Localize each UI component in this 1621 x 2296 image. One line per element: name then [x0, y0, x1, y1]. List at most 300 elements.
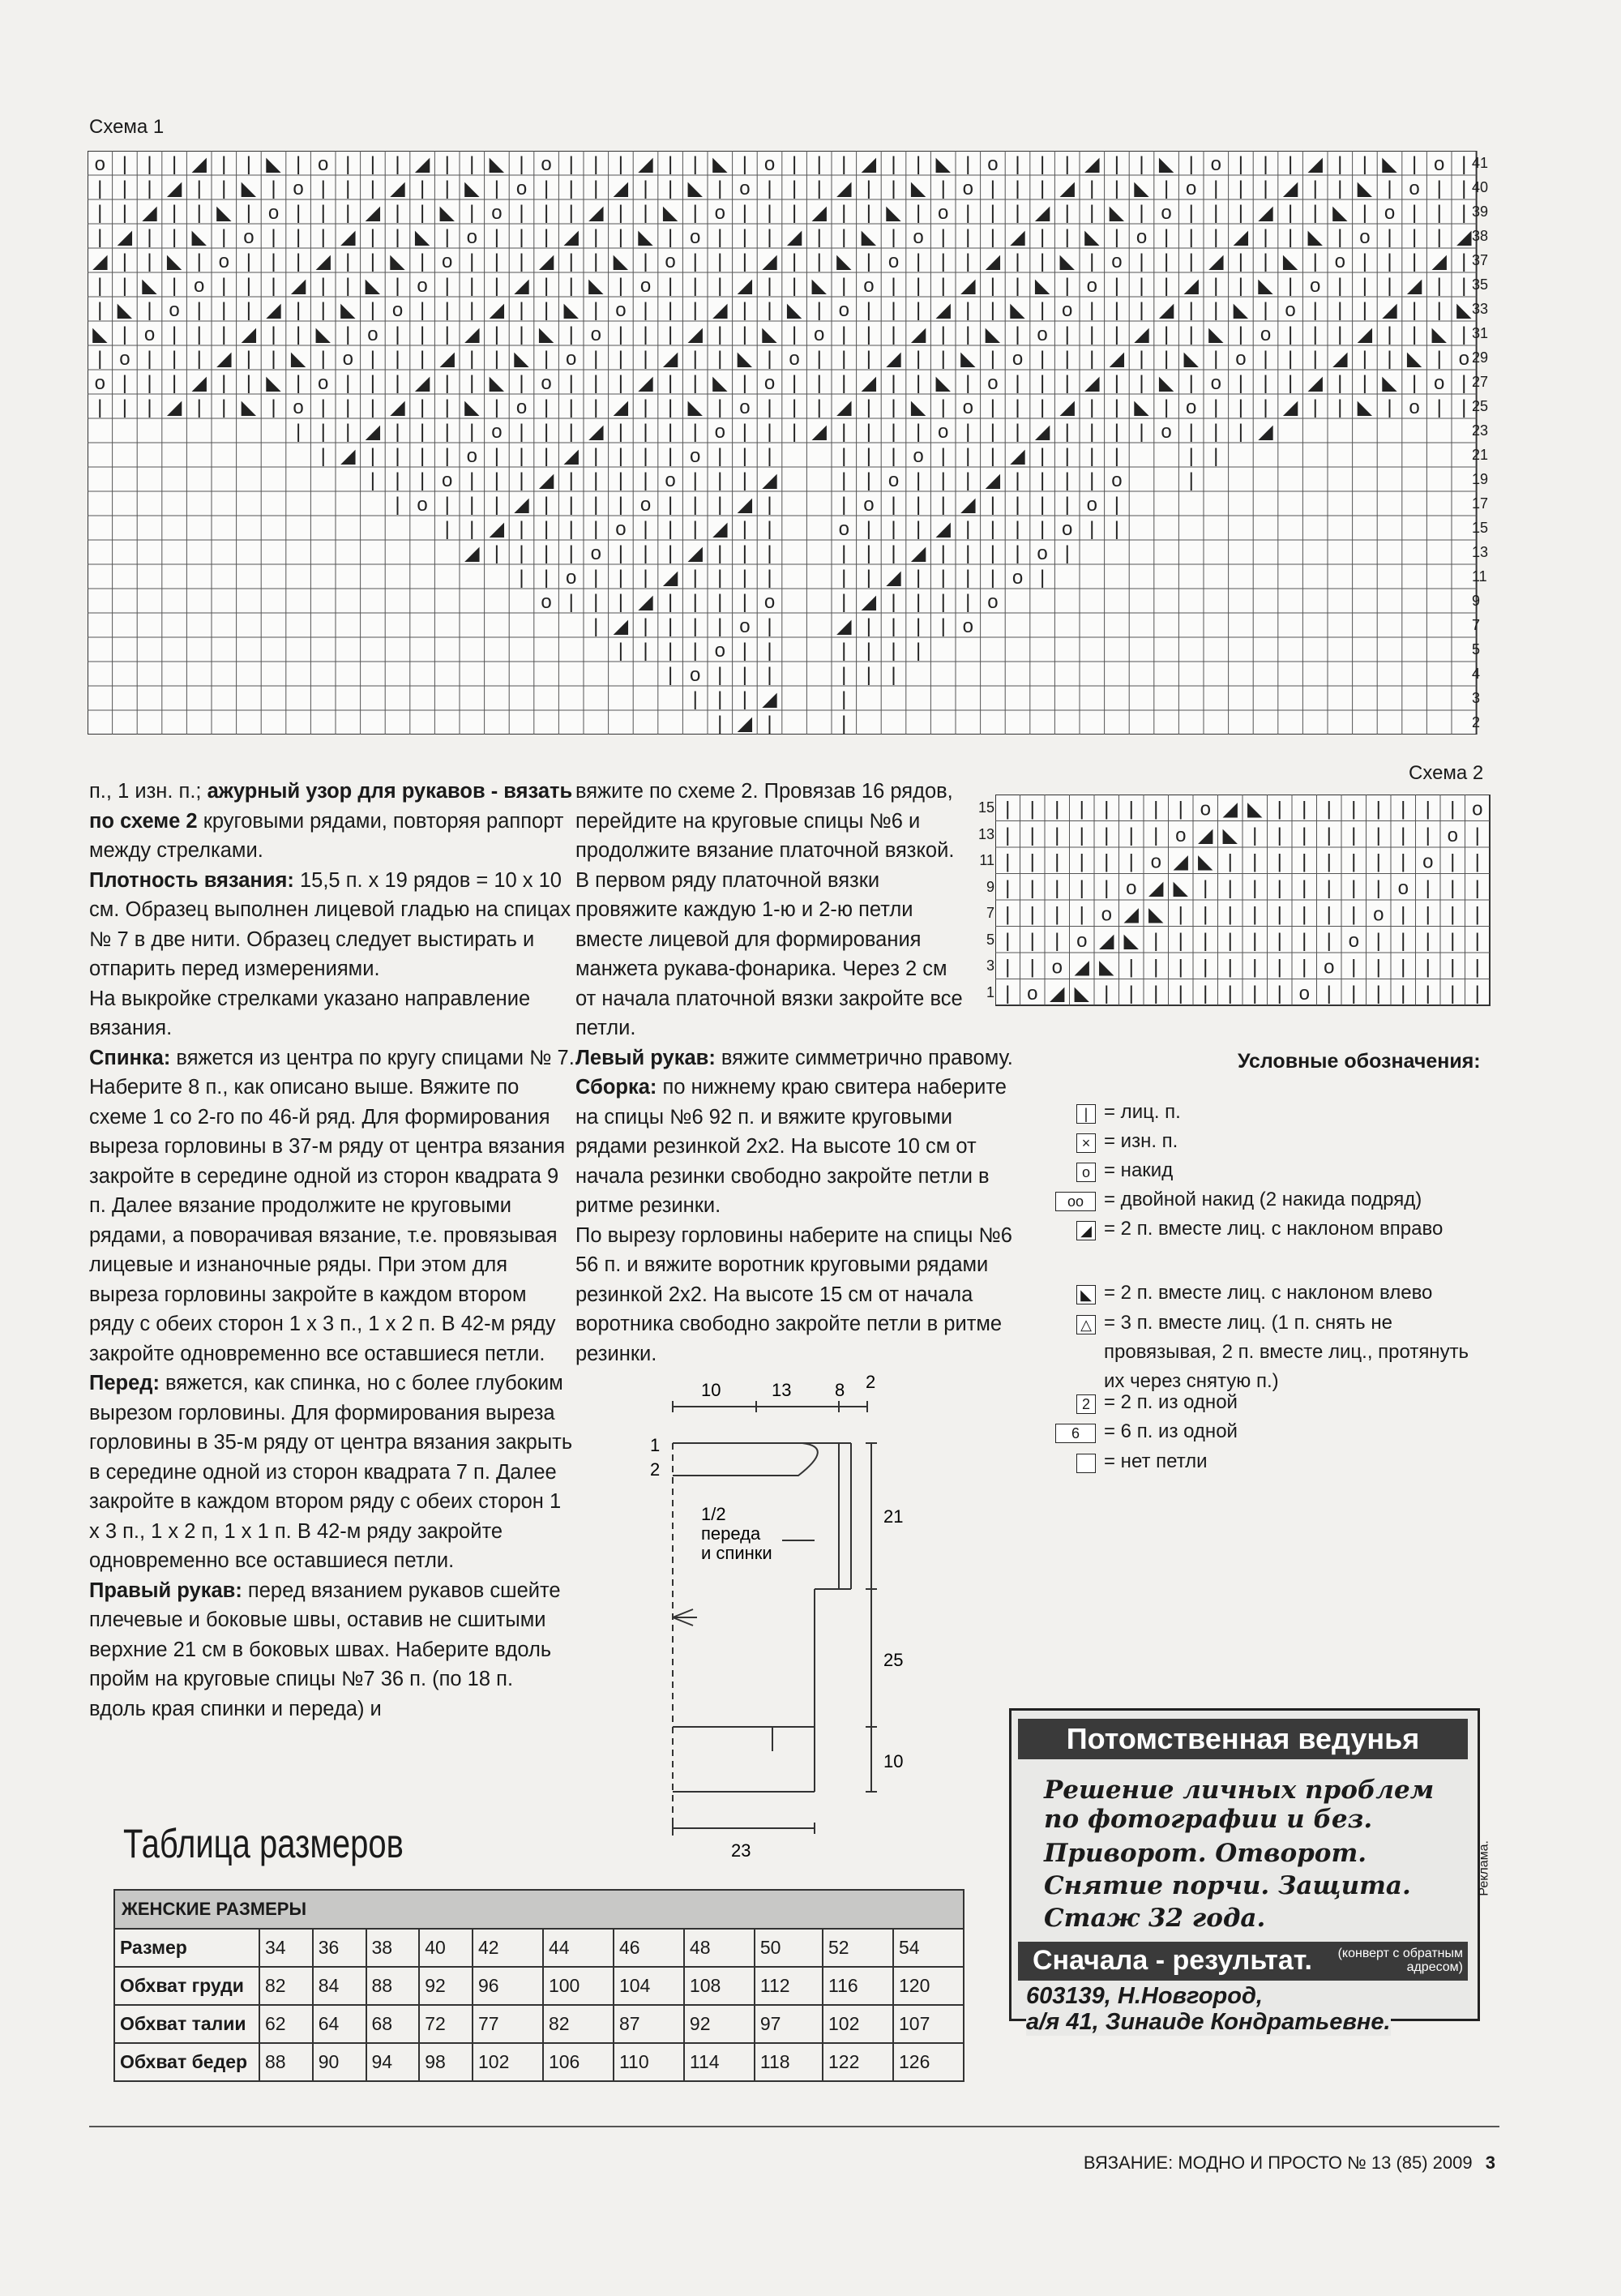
svg-text:|: |: [1128, 850, 1134, 873]
svg-text:|: |: [593, 494, 599, 516]
svg-text:|: |: [643, 445, 648, 467]
svg-text:|: |: [543, 226, 550, 248]
svg-text:|: |: [1015, 153, 1020, 175]
svg-text:|: |: [1474, 876, 1480, 899]
svg-text:|: |: [469, 494, 475, 516]
svg-text:|: |: [395, 421, 400, 443]
svg-text:|: |: [395, 323, 400, 345]
svg-text:|: |: [469, 251, 475, 272]
svg-text:|: |: [618, 323, 624, 345]
svg-text:|: |: [742, 421, 748, 443]
legend-item: [1076, 1282, 1498, 1308]
svg-text:|: |: [717, 688, 723, 710]
svg-text:o: o: [1062, 518, 1073, 540]
svg-text:|: |: [1064, 372, 1070, 394]
svg-text:◣: ◣: [1357, 178, 1373, 199]
svg-text:o: o: [1150, 850, 1161, 873]
svg-text:|: |: [246, 299, 252, 321]
svg-text:◣: ◣: [712, 372, 728, 394]
svg-text:|: |: [990, 348, 996, 370]
svg-text:◣: ◣: [1074, 982, 1089, 1004]
svg-text:|: |: [122, 251, 128, 272]
svg-text:◣: ◣: [687, 396, 703, 418]
svg-text:|: |: [469, 372, 475, 394]
sizes-title: Таблица размеров: [123, 1821, 404, 1866]
svg-text:|: |: [543, 421, 550, 443]
svg-text:|: |: [667, 299, 674, 321]
svg-text:◣: ◣: [613, 251, 629, 272]
svg-text:|: |: [171, 372, 177, 394]
svg-text:|: |: [122, 396, 128, 418]
svg-text:|: |: [320, 299, 326, 321]
svg-text:◢: ◢: [836, 615, 852, 637]
svg-text:|: |: [97, 226, 103, 248]
table-cell: 40: [419, 1929, 473, 1967]
svg-text:|: |: [667, 153, 674, 175]
svg-text:|: |: [519, 299, 524, 321]
svg-text:o: o: [541, 591, 552, 613]
svg-text:◢: ◢: [290, 275, 306, 297]
legend-symbol-icon: ×: [1076, 1133, 1096, 1153]
svg-text:|: |: [370, 348, 376, 370]
schema-1-label: Схема 1: [89, 116, 165, 138]
svg-text:◣: ◣: [1208, 323, 1224, 345]
svg-text:|: |: [171, 153, 177, 175]
svg-text:◣: ◣: [1173, 876, 1188, 899]
svg-text:|: |: [1263, 372, 1268, 394]
svg-text:|: |: [395, 202, 400, 224]
table-cell: Обхват груди: [114, 1967, 259, 2005]
pattern-dim-top-3: 8: [835, 1380, 845, 1400]
svg-text:◣: ◣: [315, 323, 331, 345]
svg-text:|: |: [494, 251, 500, 272]
svg-text:|: |: [866, 299, 872, 321]
svg-text:|: |: [395, 494, 400, 516]
svg-text:|: |: [1015, 421, 1020, 443]
svg-text:|: |: [1387, 323, 1392, 345]
svg-text:|: |: [1425, 824, 1431, 846]
svg-text:|: |: [1005, 876, 1011, 899]
svg-text:◣: ◣: [861, 226, 877, 248]
svg-text:|: |: [1401, 798, 1406, 820]
svg-text:◢: ◢: [514, 494, 529, 516]
svg-text:|: |: [841, 688, 847, 710]
svg-text:o: o: [763, 153, 776, 175]
svg-text:◣: ◣: [241, 178, 257, 199]
svg-text:|: |: [419, 421, 426, 443]
svg-text:|: |: [444, 494, 450, 516]
svg-text:|: |: [965, 469, 971, 491]
svg-text:o: o: [1086, 275, 1097, 297]
svg-text:|: |: [1351, 982, 1357, 1004]
row-number: 35: [1472, 276, 1489, 293]
svg-text:|: |: [915, 640, 922, 662]
svg-text:o: o: [714, 202, 725, 224]
svg-text:o: o: [342, 348, 353, 370]
svg-text:|: |: [1114, 518, 1120, 540]
svg-text:|: |: [1079, 824, 1084, 846]
svg-text:|: |: [469, 202, 475, 224]
table-cell: 50: [755, 1929, 823, 1967]
svg-text:|: |: [1104, 982, 1110, 1004]
svg-text:|: |: [568, 542, 574, 564]
svg-text:◣: ◣: [1382, 372, 1397, 394]
svg-text:|: |: [345, 421, 351, 443]
svg-text:|: |: [1375, 824, 1381, 846]
table-cell: 44: [543, 1929, 614, 1967]
svg-text:|: |: [1064, 153, 1070, 175]
svg-text:◣: ◣: [538, 323, 554, 345]
svg-text:|: |: [667, 640, 674, 662]
svg-text:|: |: [519, 153, 524, 175]
svg-text:|: |: [816, 251, 822, 272]
svg-text:|: |: [1450, 929, 1456, 952]
svg-text:◣: ◣: [489, 153, 505, 175]
svg-text:|: |: [122, 323, 128, 345]
svg-text:◢: ◢: [687, 542, 703, 564]
svg-text:|: |: [692, 251, 698, 272]
svg-text:|: |: [767, 567, 772, 589]
table-cell: 126: [893, 2043, 964, 2081]
svg-text:|: |: [667, 518, 674, 540]
svg-text:o: o: [293, 178, 304, 199]
svg-text:|: |: [1436, 299, 1442, 321]
table-cell: 118: [755, 2043, 823, 2081]
svg-text:◣: ◣: [935, 372, 951, 394]
svg-text:o: o: [466, 226, 477, 248]
svg-text:o: o: [1062, 299, 1073, 321]
svg-text:◢: ◢: [1307, 372, 1323, 394]
svg-text:|: |: [866, 469, 872, 491]
svg-text:|: |: [1387, 178, 1392, 199]
svg-text:|: |: [841, 348, 847, 370]
svg-text:|: |: [667, 542, 674, 564]
svg-text:|: |: [915, 299, 922, 321]
svg-text:|: |: [618, 275, 624, 297]
table-cell: 68: [366, 2005, 420, 2043]
svg-text:|: |: [667, 396, 674, 418]
svg-text:◣: ◣: [1059, 251, 1075, 272]
svg-text:|: |: [1326, 824, 1332, 846]
svg-text:◣: ◣: [1357, 396, 1373, 418]
svg-text:◢: ◢: [935, 518, 951, 540]
svg-text:o: o: [1397, 876, 1409, 899]
svg-text:|: |: [1326, 850, 1332, 873]
svg-text:o: o: [169, 299, 180, 321]
svg-text:|: |: [891, 640, 896, 662]
svg-text:o: o: [417, 275, 428, 297]
svg-text:|: |: [469, 348, 475, 370]
svg-text:o: o: [442, 469, 453, 491]
svg-text:o: o: [1111, 469, 1123, 491]
svg-text:|: |: [816, 153, 822, 175]
svg-text:o: o: [94, 153, 105, 175]
svg-text:|: |: [791, 178, 798, 199]
svg-text:|: |: [469, 421, 475, 443]
svg-text:|: |: [692, 615, 698, 637]
svg-text:|: |: [246, 202, 252, 224]
svg-text:|: |: [469, 299, 475, 321]
svg-text:|: |: [767, 396, 772, 418]
row-number: 41: [1472, 155, 1489, 171]
svg-text:|: |: [1005, 929, 1011, 952]
svg-text:|: |: [717, 591, 723, 613]
svg-text:|: |: [1263, 226, 1268, 248]
svg-text:|: |: [419, 323, 426, 345]
svg-text:|: |: [1153, 956, 1159, 979]
svg-text:|: |: [221, 275, 227, 297]
svg-text:|: |: [1188, 299, 1194, 321]
svg-text:|: |: [395, 226, 400, 248]
svg-text:|: |: [742, 469, 748, 491]
svg-text:o: o: [318, 153, 329, 175]
svg-text:|: |: [767, 713, 772, 735]
svg-text:|: |: [643, 178, 648, 199]
svg-text:◢: ◢: [538, 251, 554, 272]
svg-text:o: o: [442, 251, 453, 272]
svg-text:o: o: [615, 518, 627, 540]
svg-text:|: |: [791, 275, 798, 297]
svg-text:◣: ◣: [1010, 299, 1025, 321]
svg-text:|: |: [1213, 421, 1219, 443]
svg-text:|: |: [1139, 202, 1144, 224]
svg-text:o: o: [515, 396, 528, 418]
svg-text:|: |: [915, 251, 922, 272]
svg-text:◢: ◢: [762, 251, 777, 272]
svg-text:◢: ◢: [365, 421, 381, 443]
svg-text:o: o: [267, 202, 280, 224]
svg-text:|: |: [618, 202, 624, 224]
svg-text:|: |: [519, 226, 524, 248]
svg-text:|: |: [915, 421, 922, 443]
svg-text:|: |: [1163, 178, 1170, 199]
svg-text:|: |: [1337, 153, 1343, 175]
svg-text:|: |: [692, 640, 698, 662]
svg-text:|: |: [1039, 299, 1046, 321]
svg-text:o: o: [938, 421, 949, 443]
legend-text: = двойной накид (2 накида подряд): [1104, 1189, 1422, 1210]
svg-text:o: o: [243, 226, 254, 248]
svg-text:|: |: [1375, 798, 1381, 820]
svg-text:|: |: [568, 178, 574, 199]
table-cell: 52: [823, 1929, 893, 1967]
row-number: 19: [1472, 471, 1489, 487]
table-cell: 77: [473, 2005, 543, 2043]
svg-text:◢: ◢: [1431, 251, 1447, 272]
svg-text:|: |: [370, 226, 376, 248]
svg-text:|: |: [568, 153, 574, 175]
svg-text:o: o: [1285, 299, 1296, 321]
svg-text:|: |: [767, 518, 772, 540]
svg-text:◢: ◢: [1307, 153, 1323, 175]
svg-text:|: |: [841, 445, 847, 467]
svg-text:|: |: [742, 251, 748, 272]
table-cell: Размер: [114, 1929, 259, 1967]
svg-text:|: |: [1362, 348, 1368, 370]
svg-text:|: |: [692, 518, 698, 540]
svg-text:|: |: [1375, 929, 1381, 952]
svg-text:◢: ◢: [638, 591, 653, 613]
svg-text:o: o: [1334, 251, 1345, 272]
svg-text:|: |: [519, 445, 524, 467]
table-cell: 120: [893, 1967, 964, 2005]
svg-text:|: |: [320, 275, 326, 297]
svg-text:|: |: [667, 323, 674, 345]
svg-text:|: |: [1401, 824, 1406, 846]
pattern-mark-1: 1: [650, 1435, 661, 1455]
svg-text:|: |: [816, 226, 822, 248]
ad-line-4: Стаж 32 года.: [1044, 1904, 1266, 1933]
svg-text:|: |: [320, 226, 326, 248]
svg-text:|: |: [543, 275, 550, 297]
svg-text:|: |: [915, 591, 922, 613]
svg-text:|: |: [1153, 824, 1159, 846]
svg-text:o: o: [1373, 903, 1384, 926]
svg-text:◢: ◢: [1282, 396, 1298, 418]
svg-text:|: |: [965, 591, 971, 613]
svg-text:|: |: [147, 226, 152, 248]
svg-text:|: |: [1436, 275, 1442, 297]
svg-text:|: |: [295, 251, 302, 272]
svg-text:|: |: [1436, 178, 1442, 199]
table-cell: Обхват бедер: [114, 2043, 259, 2081]
svg-text:|: |: [1277, 876, 1282, 899]
svg-text:|: |: [295, 421, 302, 443]
svg-text:|: |: [593, 348, 599, 370]
svg-text:|: |: [171, 202, 177, 224]
svg-text:|: |: [543, 202, 550, 224]
svg-text:|: |: [370, 372, 376, 394]
svg-text:|: |: [1114, 323, 1120, 345]
svg-text:|: |: [519, 202, 524, 224]
svg-text:|: |: [419, 251, 426, 272]
svg-text:◢: ◢: [117, 226, 133, 248]
svg-text:o: o: [1175, 824, 1187, 846]
svg-text:|: |: [767, 299, 772, 321]
svg-text:|: |: [1450, 798, 1456, 820]
table-cell: 90: [313, 2043, 366, 2081]
svg-text:|: |: [1089, 518, 1095, 540]
svg-text:|: |: [1015, 372, 1020, 394]
svg-text:◢: ◢: [1183, 275, 1199, 297]
svg-text:|: |: [816, 372, 822, 394]
svg-text:|: |: [717, 178, 723, 199]
svg-text:|: |: [370, 299, 376, 321]
svg-text:◢: ◢: [390, 396, 405, 418]
svg-text:◢: ◢: [1010, 445, 1025, 467]
svg-text:|: |: [866, 396, 872, 418]
svg-text:|: |: [147, 372, 152, 394]
svg-text:|: |: [891, 396, 896, 418]
svg-text:|: |: [1263, 251, 1268, 272]
svg-text:◣: ◣: [1307, 226, 1323, 248]
svg-text:|: |: [1252, 850, 1258, 873]
svg-text:|: |: [791, 323, 798, 345]
svg-text:◢: ◢: [712, 518, 728, 540]
svg-text:|: |: [1302, 798, 1307, 820]
svg-text:|: |: [196, 178, 202, 199]
row-number: 1: [986, 983, 994, 1000]
row-number: 15: [977, 799, 994, 816]
svg-text:|: |: [395, 445, 400, 467]
svg-text:|: |: [295, 372, 302, 394]
pattern-dim-right-3: 10: [883, 1751, 904, 1771]
svg-text:|: |: [990, 226, 996, 248]
svg-text:|: |: [1064, 469, 1070, 491]
svg-text:|: |: [1064, 323, 1070, 345]
svg-text:|: |: [667, 664, 674, 686]
svg-text:|: |: [866, 445, 872, 467]
svg-text:◣: ◣: [662, 202, 678, 224]
svg-text:◢: ◢: [638, 153, 653, 175]
svg-text:|: |: [791, 153, 798, 175]
svg-text:|: |: [618, 421, 624, 443]
table-cell: 84: [313, 1967, 366, 2005]
svg-text:◢: ◢: [1222, 798, 1238, 820]
svg-text:|: |: [1015, 178, 1020, 199]
svg-text:|: |: [469, 275, 475, 297]
legend-symbol-icon: 6: [1055, 1424, 1096, 1443]
svg-text:◢: ◢: [92, 251, 108, 272]
svg-text:◣: ◣: [910, 178, 926, 199]
svg-text:|: |: [1425, 798, 1431, 820]
svg-text:o: o: [119, 348, 130, 370]
svg-text:◢: ◢: [1198, 824, 1213, 846]
svg-text:◣: ◣: [514, 348, 529, 370]
svg-text:|: |: [1450, 982, 1456, 1004]
svg-text:o: o: [962, 615, 973, 637]
svg-text:|: |: [1238, 372, 1244, 394]
svg-text:|: |: [1425, 982, 1431, 1004]
svg-text:◣: ◣: [439, 202, 455, 224]
svg-text:|: |: [767, 445, 772, 467]
svg-text:|: |: [1005, 903, 1011, 926]
svg-text:|: |: [1238, 202, 1244, 224]
svg-text:|: |: [1362, 202, 1368, 224]
svg-text:|: |: [1474, 824, 1480, 846]
svg-text:|: |: [1312, 323, 1318, 345]
svg-text:|: |: [1252, 876, 1258, 899]
svg-text:|: |: [866, 542, 872, 564]
svg-text:|: |: [1411, 372, 1418, 394]
svg-text:o: o: [739, 178, 751, 199]
svg-text:|: |: [643, 299, 648, 321]
svg-text:|: |: [643, 396, 648, 418]
svg-text:|: |: [717, 226, 723, 248]
svg-text:|: |: [1114, 178, 1120, 199]
svg-text:|: |: [494, 542, 500, 564]
svg-text:|: |: [1089, 323, 1095, 345]
svg-text:|: |: [692, 469, 698, 491]
svg-text:|: |: [419, 348, 426, 370]
svg-text:o: o: [838, 518, 849, 540]
svg-text:|: |: [1064, 445, 1070, 467]
garment-pattern-diagram: [600, 1370, 981, 1881]
table-cell: 96: [473, 1967, 543, 2005]
svg-text:|: |: [1089, 445, 1095, 467]
table-cell: 98: [419, 2043, 473, 2081]
svg-text:o: o: [1260, 323, 1272, 345]
svg-text:o: o: [913, 226, 924, 248]
svg-text:|: |: [1054, 903, 1060, 926]
svg-text:o: o: [1136, 226, 1148, 248]
svg-text:|: |: [543, 348, 550, 370]
svg-text:|: |: [990, 275, 996, 297]
svg-text:|: |: [643, 542, 648, 564]
svg-text:|: |: [1461, 251, 1467, 272]
svg-text:|: |: [1425, 929, 1431, 952]
svg-text:|: |: [1337, 178, 1343, 199]
